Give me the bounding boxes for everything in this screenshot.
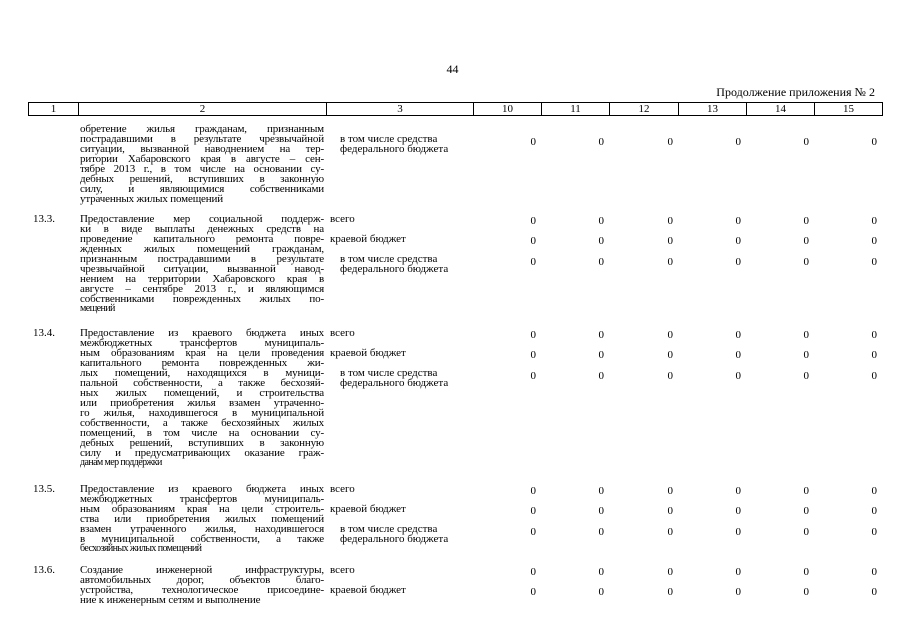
- description-line: обретение жилья гражданам, признанным: [80, 123, 324, 135]
- header-col-3: 3: [327, 103, 474, 115]
- header-col-1: 1: [29, 103, 79, 115]
- value-cell: 0: [803, 566, 809, 578]
- header-col-2: 2: [79, 103, 327, 115]
- value-cell: 0: [871, 235, 877, 247]
- value-cell: 0: [667, 349, 673, 361]
- funding-source-label-line: краевой бюджет: [330, 233, 406, 245]
- value-cell: 0: [735, 136, 741, 148]
- value-cell: 0: [871, 136, 877, 148]
- value-cell: 0: [871, 349, 877, 361]
- value-cell: 0: [667, 235, 673, 247]
- value-cell: 0: [667, 526, 673, 538]
- description-line: лых помещений, находящихся в муници-: [80, 367, 324, 379]
- description-line: Создание инженерной инфраструктуры,: [80, 564, 324, 576]
- row-description: [80, 328, 324, 468]
- funding-source-label-line: всего: [330, 483, 355, 495]
- funding-source-label: [330, 234, 406, 244]
- value-cell: 0: [667, 256, 673, 268]
- funding-source-label-line: федерального бюджета: [340, 377, 449, 389]
- funding-source-label: [340, 368, 448, 388]
- description-line: тябре 2013 г., в том числе на основании су-: [80, 163, 324, 175]
- funding-source-label-line: федерального бюджета: [340, 143, 449, 155]
- funding-source-label: [340, 254, 448, 274]
- value-cell: 0: [803, 586, 809, 598]
- description-line: ных жилых помещений, и строительства: [80, 387, 324, 399]
- description-line: собственности, а также бесхозяйных жилых: [80, 417, 324, 429]
- value-cell: 0: [598, 526, 604, 538]
- description-line: ства или приобретения жилых помещений: [80, 513, 324, 525]
- description-line: взамен утраченного жилья, находившегося: [80, 523, 324, 535]
- value-cell: 0: [735, 256, 741, 268]
- description-line: данам мер поддержки: [80, 457, 162, 468]
- header-col-11: 11: [542, 103, 610, 115]
- row-description: [80, 484, 324, 554]
- funding-source-label: [330, 504, 406, 514]
- value-cell: 0: [530, 566, 536, 578]
- table-row: [28, 124, 883, 204]
- funding-source-label-line: в том числе средства: [340, 523, 438, 535]
- description-line: силу и предусматривающих оказание граж-: [80, 447, 324, 459]
- value-cell: 0: [803, 526, 809, 538]
- description-line: го жилья, находившегося в муниципальной: [80, 407, 324, 419]
- funding-source-label: [340, 524, 448, 544]
- table-header-row: [28, 102, 883, 116]
- value-cell: 0: [735, 235, 741, 247]
- value-cell: 0: [530, 256, 536, 268]
- value-cell: 0: [530, 235, 536, 247]
- row-number: 13.6.: [33, 564, 55, 576]
- value-cell: 0: [667, 215, 673, 227]
- value-cell: 0: [803, 136, 809, 148]
- continuation-note: Продолжение приложения № 2: [716, 85, 875, 99]
- value-cell: 0: [667, 136, 673, 148]
- description-line: пострадавшими в результате чрезвычайной: [80, 133, 324, 145]
- funding-source-label: [340, 134, 448, 154]
- value-cell: 0: [871, 329, 877, 341]
- value-cell: 0: [803, 329, 809, 341]
- description-line: нением на территории Хабаровского края в: [80, 273, 324, 285]
- description-line: или приобретения жилья взамен утраченно-: [80, 397, 324, 409]
- funding-source-label-line: всего: [330, 213, 355, 225]
- value-cell: 0: [667, 566, 673, 578]
- value-cell: 0: [598, 566, 604, 578]
- funding-source-label-line: федерального бюджета: [340, 263, 449, 275]
- header-col-12: 12: [610, 103, 679, 115]
- table-row: [28, 328, 883, 474]
- description-line: чрезвычайной ситуации, вызванной навод-: [80, 263, 324, 275]
- value-cell: 0: [803, 349, 809, 361]
- value-cell: 0: [871, 526, 877, 538]
- table-row: [28, 214, 883, 318]
- value-cell: 0: [667, 370, 673, 382]
- value-cell: 0: [530, 505, 536, 517]
- description-line: ным образованиям края на цели строитель-: [80, 503, 324, 515]
- value-cell: 0: [530, 136, 536, 148]
- description-line: Предоставление из краевого бюджета иных: [80, 327, 324, 339]
- page-number: 44: [446, 62, 459, 76]
- description-line: устройства, технологическое присоедине-: [80, 584, 324, 596]
- funding-source-label: [330, 328, 355, 338]
- value-cell: 0: [530, 485, 536, 497]
- table-row: [28, 484, 883, 556]
- funding-source-label-line: федерального бюджета: [340, 533, 449, 545]
- funding-source-label: [330, 484, 355, 494]
- description-line: Предоставление мер социальной поддерж-: [80, 213, 324, 225]
- value-cell: 0: [871, 485, 877, 497]
- description-line: проведение капитального ремонта повре-: [80, 233, 324, 245]
- header-col-15: 15: [843, 103, 854, 115]
- description-line: дебных решений, вступивших в законную: [80, 437, 324, 449]
- funding-source-label-line: краевой бюджет: [330, 584, 406, 596]
- value-cell: 0: [735, 215, 741, 227]
- value-cell: 0: [735, 485, 741, 497]
- row-number: 13.3.: [33, 213, 55, 225]
- funding-source-label-line: в том числе средства: [340, 133, 438, 145]
- funding-source-label-line: в том числе средства: [340, 253, 438, 265]
- funding-source-label-line: всего: [330, 327, 355, 339]
- description-line: Предоставление из краевого бюджета иных: [80, 483, 324, 495]
- value-cell: 0: [735, 370, 741, 382]
- value-cell: 0: [803, 256, 809, 268]
- description-line: ситуации, вызванной наводнением на тер-: [80, 143, 324, 155]
- funding-source-label-line: краевой бюджет: [330, 347, 406, 359]
- funding-source-label: [330, 585, 406, 595]
- value-cell: 0: [530, 215, 536, 227]
- row-description: [80, 214, 324, 314]
- value-cell: 0: [871, 566, 877, 578]
- description-line: ние к инженерным сетям и выполнение: [80, 594, 261, 606]
- value-cell: 0: [735, 526, 741, 538]
- value-cell: 0: [530, 329, 536, 341]
- value-cell: 0: [803, 370, 809, 382]
- description-line: августе – сентябре 2013 г., и являющимся: [80, 283, 324, 295]
- value-cell: 0: [871, 256, 877, 268]
- description-line: автомобильных дорог, объектов благо-: [80, 574, 324, 586]
- value-cell: 0: [803, 235, 809, 247]
- value-cell: 0: [667, 505, 673, 517]
- value-cell: 0: [735, 566, 741, 578]
- value-cell: 0: [598, 370, 604, 382]
- value-cell: 0: [735, 329, 741, 341]
- value-cell: 0: [871, 215, 877, 227]
- header-col-14: 14: [747, 103, 815, 115]
- value-cell: 0: [598, 485, 604, 497]
- row-description: [80, 565, 324, 605]
- value-cell: 0: [735, 349, 741, 361]
- row-number: 13.4.: [33, 327, 55, 339]
- description-line: силу, и являющимися собственниками: [80, 183, 324, 195]
- funding-source-label-line: всего: [330, 564, 355, 576]
- value-cell: 0: [667, 329, 673, 341]
- funding-source-label-line: краевой бюджет: [330, 503, 406, 515]
- table-row: [28, 565, 883, 625]
- value-cell: 0: [530, 586, 536, 598]
- row-description: [80, 124, 324, 204]
- value-cell: 0: [598, 136, 604, 148]
- value-cell: 0: [598, 349, 604, 361]
- funding-source-label: [330, 348, 406, 358]
- value-cell: 0: [871, 370, 877, 382]
- value-cell: 0: [803, 505, 809, 517]
- description-line: межбюджетных трансфертов муниципаль-: [80, 493, 324, 505]
- value-cell: 0: [530, 526, 536, 538]
- header-col-13: 13: [679, 103, 747, 115]
- description-line: ки в виде выплаты денежных средств на: [80, 223, 324, 235]
- value-cell: 0: [667, 485, 673, 497]
- value-cell: 0: [530, 370, 536, 382]
- row-number: 13.5.: [33, 483, 55, 495]
- funding-source-label: [330, 214, 355, 224]
- description-line: жденных жилых помещений гражданам,: [80, 243, 324, 255]
- description-line: помещений, в том числе на основании су-: [80, 427, 324, 439]
- value-cell: 0: [598, 586, 604, 598]
- description-line: мещений: [80, 303, 115, 314]
- value-cell: 0: [735, 586, 741, 598]
- description-line: собственниками поврежденных жилых по-: [80, 293, 324, 305]
- value-cell: 0: [598, 505, 604, 517]
- header-col-10: 10: [474, 103, 542, 115]
- value-cell: 0: [598, 256, 604, 268]
- description-line: в муниципальной собственности, а также: [80, 533, 324, 545]
- funding-source-label-line: в том числе средства: [340, 367, 438, 379]
- description-line: пальной собственности, а также бесхозяй-: [80, 377, 324, 389]
- value-cell: 0: [667, 586, 673, 598]
- value-cell: 0: [598, 329, 604, 341]
- description-line: признанным пострадавшими в результате: [80, 253, 324, 265]
- description-line: бесхозяйных жилых помещений: [80, 543, 202, 554]
- description-line: ным образованиям края на цели проведения: [80, 347, 324, 359]
- description-line: утраченных жилых помещений: [80, 193, 223, 205]
- description-line: капитального ремонта поврежденных жи-: [80, 357, 324, 369]
- value-cell: 0: [598, 215, 604, 227]
- value-cell: 0: [598, 235, 604, 247]
- value-cell: 0: [871, 505, 877, 517]
- value-cell: 0: [530, 349, 536, 361]
- value-cell: 0: [803, 485, 809, 497]
- value-cell: 0: [735, 505, 741, 517]
- value-cell: 0: [803, 215, 809, 227]
- description-line: межбюджетных трансфертов муниципаль-: [80, 337, 324, 349]
- description-line: дебных решений, вступивших в законную: [80, 173, 324, 185]
- value-cell: 0: [871, 586, 877, 598]
- funding-source-label: [330, 565, 355, 575]
- description-line: ритории Хабаровского края в августе – сен-: [80, 153, 324, 165]
